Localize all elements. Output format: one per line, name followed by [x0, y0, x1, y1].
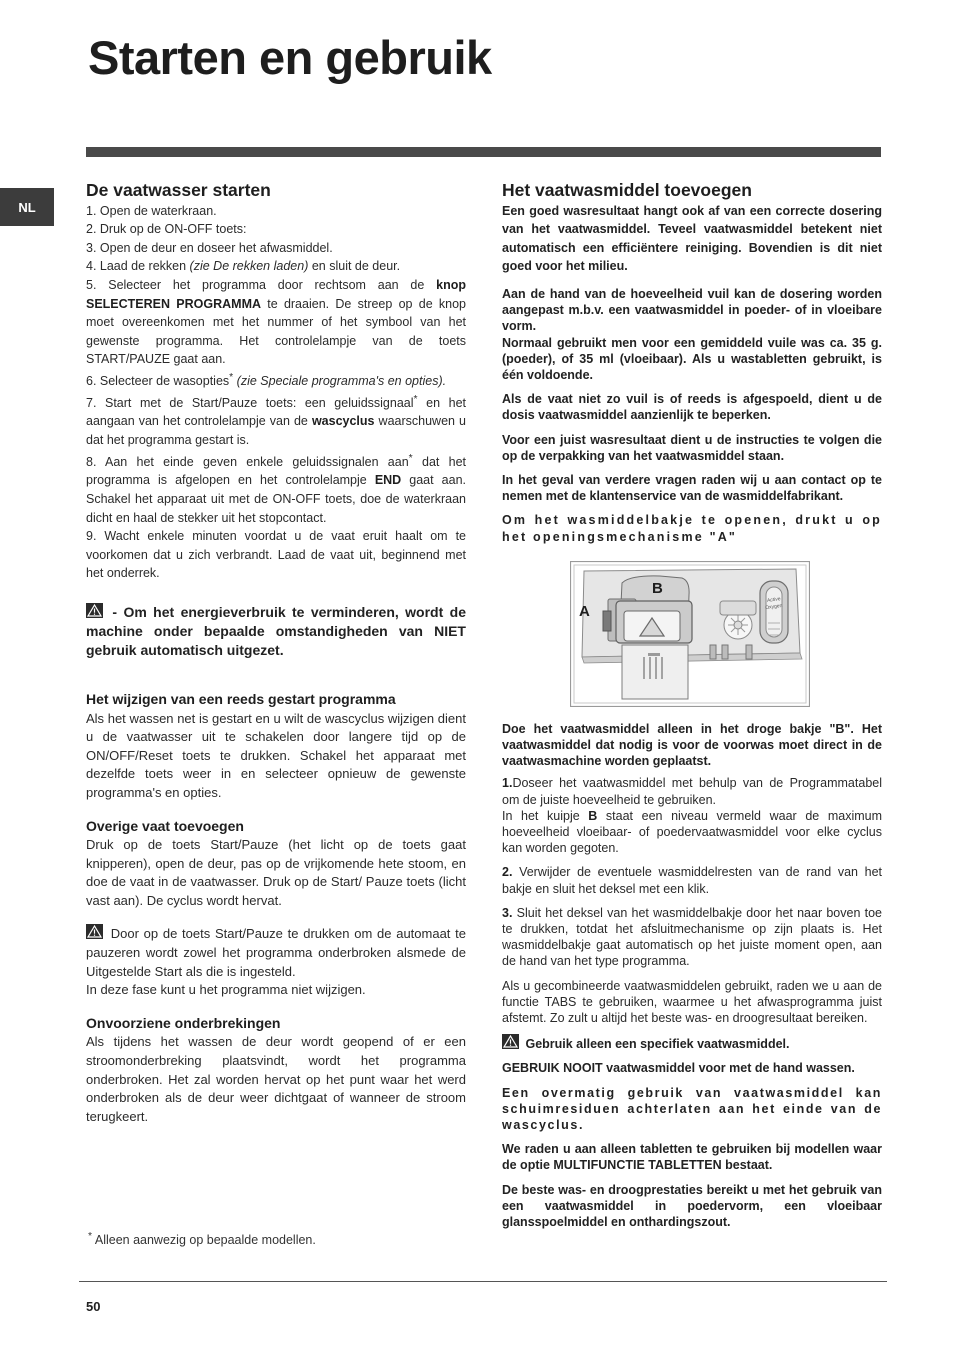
footnote-text: Alleen aanwezig op bepaalde modellen. — [94, 1233, 316, 1248]
start-steps — [86, 202, 466, 583]
step-6-star: * — [229, 371, 234, 383]
pause-note-2: In deze fase kunt u het programma niet wijzigen. — [86, 982, 366, 998]
step-2: 2. Druk op de ON-OFF toets: — [86, 222, 247, 237]
add-dishes-text: Druk op de toets Start/Pauze (het licht op de toets gaat knipperen), open de deur, pas op de vrijkomende hete stoom, en doe de vaat in de vaatwasser. Druk op de Start/ Pauze toets (licht vast aan). De cyclus wordt hervat. — [86, 837, 466, 908]
step-7-text: 7. Start met de Start/Pauze toets: een geluidssignaal — [86, 395, 414, 410]
footnote — [88, 1231, 316, 1247]
step-4 — [86, 257, 466, 276]
instruction-3-text: Sluit het deksel van het wasmiddelbakje door het naar boven toe te drukken, totdat het afsluitmechanisme op zijn plaats is. Het wasmiddelbakje gaat automatisch op het juiste moment open, aan de hand van het type programma. — [502, 905, 882, 969]
overuse-warning: Een overmatig gebruik van vaatwasmiddel kan schuimresiduen achterlaten aan het einde van de wascyclus. — [502, 1085, 882, 1133]
specific-detergent-warning — [502, 1034, 882, 1052]
no-hand-wash-warning: GEBRUIK NOOIT vaatwasmiddel voor met de hand wassen. — [502, 1061, 855, 1076]
step-8-end: gaat aan. Schakel het apparaat uit met de ON-OFF toets, doe de waterkraan dicht en haal de stekker uit het stopcontact. — [86, 473, 467, 525]
interruptions-heading: Onvoorziene onderbrekingen — [86, 1014, 281, 1031]
step-8-mid: dat het programma is afgelopen en het controlelampje — [86, 454, 467, 488]
step-1: 1. Open de waterkraan. — [86, 203, 217, 218]
step-7 — [86, 391, 466, 450]
instruction-1b-pre: In het kuipje — [502, 808, 589, 823]
tabs-note: Als u gecombineerde vaatwasmiddelen gebruikt, raden we u aan de functie TABS te gebruiken, waarmee u het afwasprogramma juist afstemt. Zo zult u altijd het beste was- en droogresultaat bereiken. — [502, 978, 882, 1026]
tablets-advice: We raden u aan alleen tabletten te gebruiken bij modellen waar de optie MULTIFUNCTIE TABLETTEN bestaat. — [502, 1142, 882, 1173]
section-heading-starting: De vaatwasser starten — [86, 180, 271, 200]
instruction-1-text: Doseer het vaatwasmiddel met behulp van de Programmatabel om de juiste hoeveelheid te gebruiken. — [502, 776, 882, 807]
footnote-star: * — [88, 1231, 93, 1242]
warning-icon — [86, 603, 103, 618]
step-4-reference: (zie De rekken laden) — [189, 259, 309, 274]
instruction-1 — [502, 775, 882, 807]
instruction-1-number: 1. — [502, 776, 513, 791]
best-performance-advice: De beste was- en droogprestaties bereikt u met het gebruik van een vaatwasmiddel in poedervorm, een vloeibaar glansspoelmiddel en onthardingszout. — [502, 1182, 882, 1230]
energy-warning — [86, 603, 466, 660]
page-title: Starten en gebruik — [88, 31, 492, 84]
step-3: 3. Open de deur en doseer het afwasmiddel. — [86, 240, 333, 255]
change-program-heading: Het wijzigen van een reeds gestart programma — [86, 690, 396, 707]
instruction-3-number: 3. — [502, 905, 513, 920]
instruction-1b-b: B — [588, 808, 598, 823]
dosage-normal: Normaal gebruikt men voor een gemiddeld vuile was ca. 35 g. (poeder), of 35 ml (vloeibaar). Als u wastabletten gebruikt, is één voldoende. — [502, 335, 882, 382]
energy-warning-text: - Om het energieverbruik te verminderen, wordt de machine onder bepaalde omstandigheden van NIET gebruik automatisch uitgezet. — [86, 603, 466, 658]
pause-note-text: Door op de toets Start/Pauze te drukken om de automaat te pauzeren wordt zowel het programma onderbroken alsmede de Uitgestelde Start als die is ingesteld. — [86, 926, 466, 979]
instruction-2-number: 2. — [502, 865, 513, 880]
dry-compartment-note: Doe het vaatwasmiddel alleen in het droge bakje "B". Het vaatwasmiddel dat nodig is voor de voorwas moet direct in de vaatwasmachine worden geplaatst. — [502, 721, 882, 769]
page-number: 50 — [86, 1299, 101, 1314]
step-8-end-label: END — [374, 473, 402, 488]
step-7-mid: en het aangaan van het controlelampje van de — [86, 395, 466, 429]
active-oxygen-label-2: Oxygen — [764, 602, 783, 611]
instruction-2-text: Verwijder de eventuele wasmiddelresten van de rand van het bakje en sluit het deksel met een klik. — [502, 865, 882, 896]
left-column — [86, 181, 466, 1126]
step-8-text: 8. Aan het einde geven enkele geluidssignalen aan — [86, 454, 409, 469]
step-5-knob: knop SELECTEREN PROGRAMMA — [86, 277, 466, 311]
step-8 — [86, 450, 466, 528]
dispenser-illustration — [570, 561, 810, 707]
detergent-intro: Een goed wasresultaat hangt ook af van een correcte dosering van het vaatwasmiddel. Teveel vaatwasmiddel betekent niet automatisch een efficiëntere reiniging. Bovendien is dit niet goed voor het milieu. — [502, 203, 882, 274]
warning-icon — [86, 924, 103, 939]
step-5-text: 5. Selecteer het programma door rechtsom aan de — [86, 277, 437, 292]
step-4-end: en sluit de deur. — [308, 259, 401, 274]
instruction-1b — [502, 808, 882, 857]
step-7-star: * — [413, 393, 418, 405]
warning-icon — [502, 1034, 519, 1049]
follow-instructions: Voor een juist wasresultaat dient u de instructies te volgen die op de verpakking van het vaatwasmiddel staan. — [502, 432, 882, 463]
step-5 — [86, 276, 466, 369]
detergent-dispenser-figure — [570, 561, 810, 707]
dosage-adjust: Aan de hand van de hoeveelheid vuil kan de dosering worden aangepast m.b.v. een vaatwasmiddel in poeder- of in vloeibare vorm. — [502, 286, 882, 334]
contact-manufacturer: In het geval van verdere vragen raden wij u aan contact op te nemen met de klantenservice van de wasmiddelfabrikant. — [502, 473, 882, 504]
instruction-1b-text: staat een niveau vermeld waar de maximum hoeveelheid vloeibaar- of poedervaatwasmiddel voor elke cyclus kan worden gegoten. — [502, 808, 882, 856]
step-9: 9. Wacht enkele minuten voordat u de vaat eruit haalt om te voorkomen dat u zich verbrandt. Laad de vaat uit, beginnend met het onderrek. — [86, 529, 466, 581]
step-8-star: * — [408, 452, 413, 464]
title-rule — [86, 147, 881, 157]
figure-label-a: A — [579, 602, 590, 620]
step-6-text: 6. Selecteer de wasopties — [86, 374, 230, 389]
interruptions-text: Als tijdens het wassen de deur wordt geopend of er een stroomonderbreking plaatsvindt, wordt het programma onderbroken. Het zal worden hervat op het punt waar het werd onderbroken als de deur weer dichtgaat of wanneer de stroom terugkeert. — [86, 1034, 466, 1124]
step-7-cycle: wascyclus — [311, 414, 375, 429]
step-6-reference: (zie Speciale programma's en opties). — [233, 374, 447, 389]
pause-note — [86, 924, 466, 981]
add-dishes-heading: Overige vaat toevoegen — [86, 817, 244, 834]
step-5-end: te draaien. De streep op de knop moet overeenkomen met het nummer of het symbool van het gewenste programma. Het controlelampje van de toets START/PAUZE gaat aan. — [86, 296, 466, 367]
language-tab: NL — [0, 188, 54, 226]
figure-label-b: B — [652, 579, 663, 597]
active-oxygen-label-1: Active — [766, 595, 782, 604]
footer-rule — [79, 1281, 887, 1282]
instruction-2 — [502, 864, 882, 896]
step-4-text: 4. Laad de rekken — [86, 259, 190, 274]
right-column — [502, 181, 882, 1230]
instruction-3 — [502, 905, 882, 970]
step-7-end: waarschuwen u dat het programma gestart is. — [86, 414, 466, 448]
step-6 — [86, 369, 466, 391]
open-dispenser: Om het wasmiddelbakje te openen, drukt u op het openingsmechanisme "A" — [502, 513, 882, 544]
change-program-text: Als het wassen net is gestart en u wilt de wascyclus wijzigen dient u de vaatwasser uit te schakelen door langere tijd op de ON/OFF/Reset toets te drukken. Schakel het apparaat met dezelfde toets weer in en selecteer opnieuw de gewenste programma's en opties. — [86, 710, 466, 800]
section-heading-detergent: Het vaatwasmiddel toevoegen — [502, 180, 752, 200]
specific-detergent-text: Gebruik alleen een specifiek vaatwasmiddel. — [522, 1037, 790, 1052]
dosage-less: Als de vaat niet zo vuil is of reeds is afgespoeld, dient u de dosis vaatwasmiddel aanzienlijk te beperken. — [502, 392, 882, 423]
